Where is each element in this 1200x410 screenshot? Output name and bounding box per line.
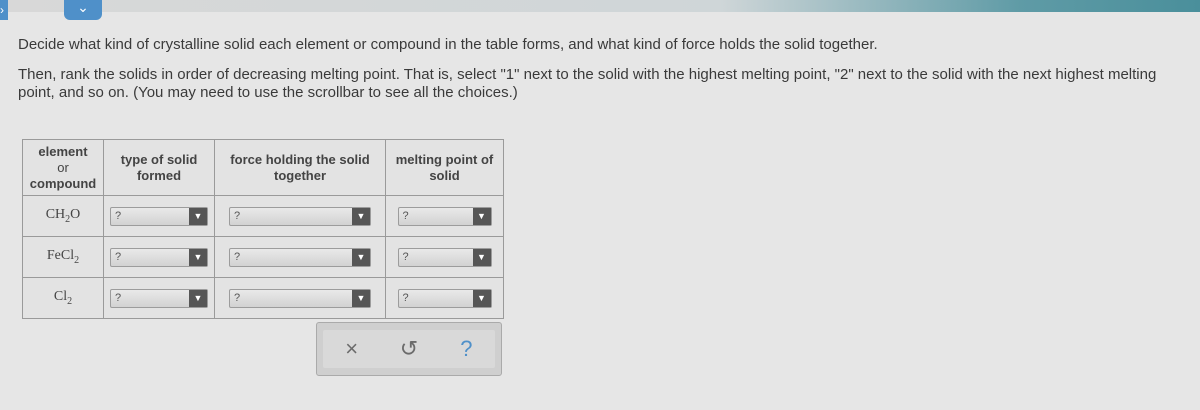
select-value: ?	[115, 210, 122, 222]
caret-down-icon[interactable]: ▼	[473, 290, 491, 307]
formula-part: CH	[45, 207, 66, 223]
answer-toolbar	[316, 322, 502, 376]
caret-down-icon[interactable]: ▼	[189, 208, 207, 225]
side-expand-icon[interactable]: ›	[0, 0, 8, 20]
undo-icon[interactable]: ↺	[399, 336, 419, 361]
table-header-row	[23, 140, 504, 196]
header-melting: melting point of solid	[386, 140, 504, 196]
melting-select[interactable]	[398, 248, 492, 267]
melting-cell	[386, 237, 504, 278]
table-row	[23, 278, 504, 319]
type-cell	[104, 196, 215, 237]
caret-down-icon[interactable]: ▼	[473, 249, 491, 266]
select-value: ?	[402, 251, 409, 263]
formula-subscript: 2	[67, 295, 73, 307]
toolbar-inner	[323, 330, 495, 368]
instructions	[18, 36, 1183, 114]
table-row	[23, 196, 504, 237]
formula-part: FeCl	[46, 248, 75, 264]
caret-down-icon[interactable]: ▼	[473, 208, 491, 225]
header-element	[23, 140, 104, 196]
force-cell	[215, 237, 386, 278]
answer-table	[22, 139, 504, 319]
select-value: ?	[402, 210, 409, 222]
header-element-line2: or	[57, 159, 69, 175]
chevron-down-icon: ⌄	[77, 0, 89, 15]
type-select[interactable]	[110, 248, 208, 267]
select-value: ?	[115, 292, 122, 304]
force-cell	[215, 278, 386, 319]
type-cell	[104, 237, 215, 278]
instruction-line-2: Then, rank the solids in order of decreasing melting point. That is, select "1" next to the solid with the highest melting point, "2" next to the solid with the next highest melting point, and so on. (You may need to use the scrollbar to see all the choices.)	[18, 66, 1157, 101]
select-value: ?	[234, 251, 241, 263]
formula-cell	[23, 278, 104, 319]
type-select[interactable]	[110, 207, 208, 226]
top-bar	[0, 0, 1200, 12]
caret-down-icon[interactable]: ▼	[189, 290, 207, 307]
force-select[interactable]	[229, 289, 371, 308]
x-icon[interactable]: ×	[345, 336, 359, 361]
melting-cell	[386, 196, 504, 237]
instruction-line-1: Decide what kind of crystalline solid each element or compound in the table forms, and what kind of force holds the solid together.	[18, 36, 878, 53]
caret-down-icon[interactable]: ▼	[352, 249, 370, 266]
melting-select[interactable]	[398, 207, 492, 226]
question-icon[interactable]: ?	[460, 336, 473, 361]
select-value: ?	[115, 251, 122, 263]
caret-down-icon[interactable]: ▼	[352, 290, 370, 307]
type-cell	[104, 278, 215, 319]
select-value: ?	[402, 292, 409, 304]
formula-subscript: 2	[74, 254, 80, 266]
formula-subscript: 2	[65, 213, 71, 225]
header-type: type of solid formed	[104, 140, 215, 196]
formula-part: O	[70, 207, 81, 223]
formula-cell	[23, 196, 104, 237]
select-value: ?	[234, 292, 241, 304]
header-force: force holding the solid together	[215, 140, 386, 196]
force-select[interactable]	[229, 207, 371, 226]
collapse-button[interactable]	[64, 0, 102, 20]
formula-part: Cl	[53, 289, 68, 305]
header-element-line1: element	[38, 143, 88, 159]
caret-down-icon[interactable]: ▼	[352, 208, 370, 225]
formula-cell	[23, 237, 104, 278]
table-row	[23, 237, 504, 278]
melting-select[interactable]	[398, 289, 492, 308]
caret-down-icon[interactable]: ▼	[189, 249, 207, 266]
force-cell	[215, 196, 386, 237]
select-value: ?	[234, 210, 241, 222]
melting-cell	[386, 278, 504, 319]
type-select[interactable]	[110, 289, 208, 308]
header-element-line3: compound	[29, 175, 97, 191]
force-select[interactable]	[229, 248, 371, 267]
